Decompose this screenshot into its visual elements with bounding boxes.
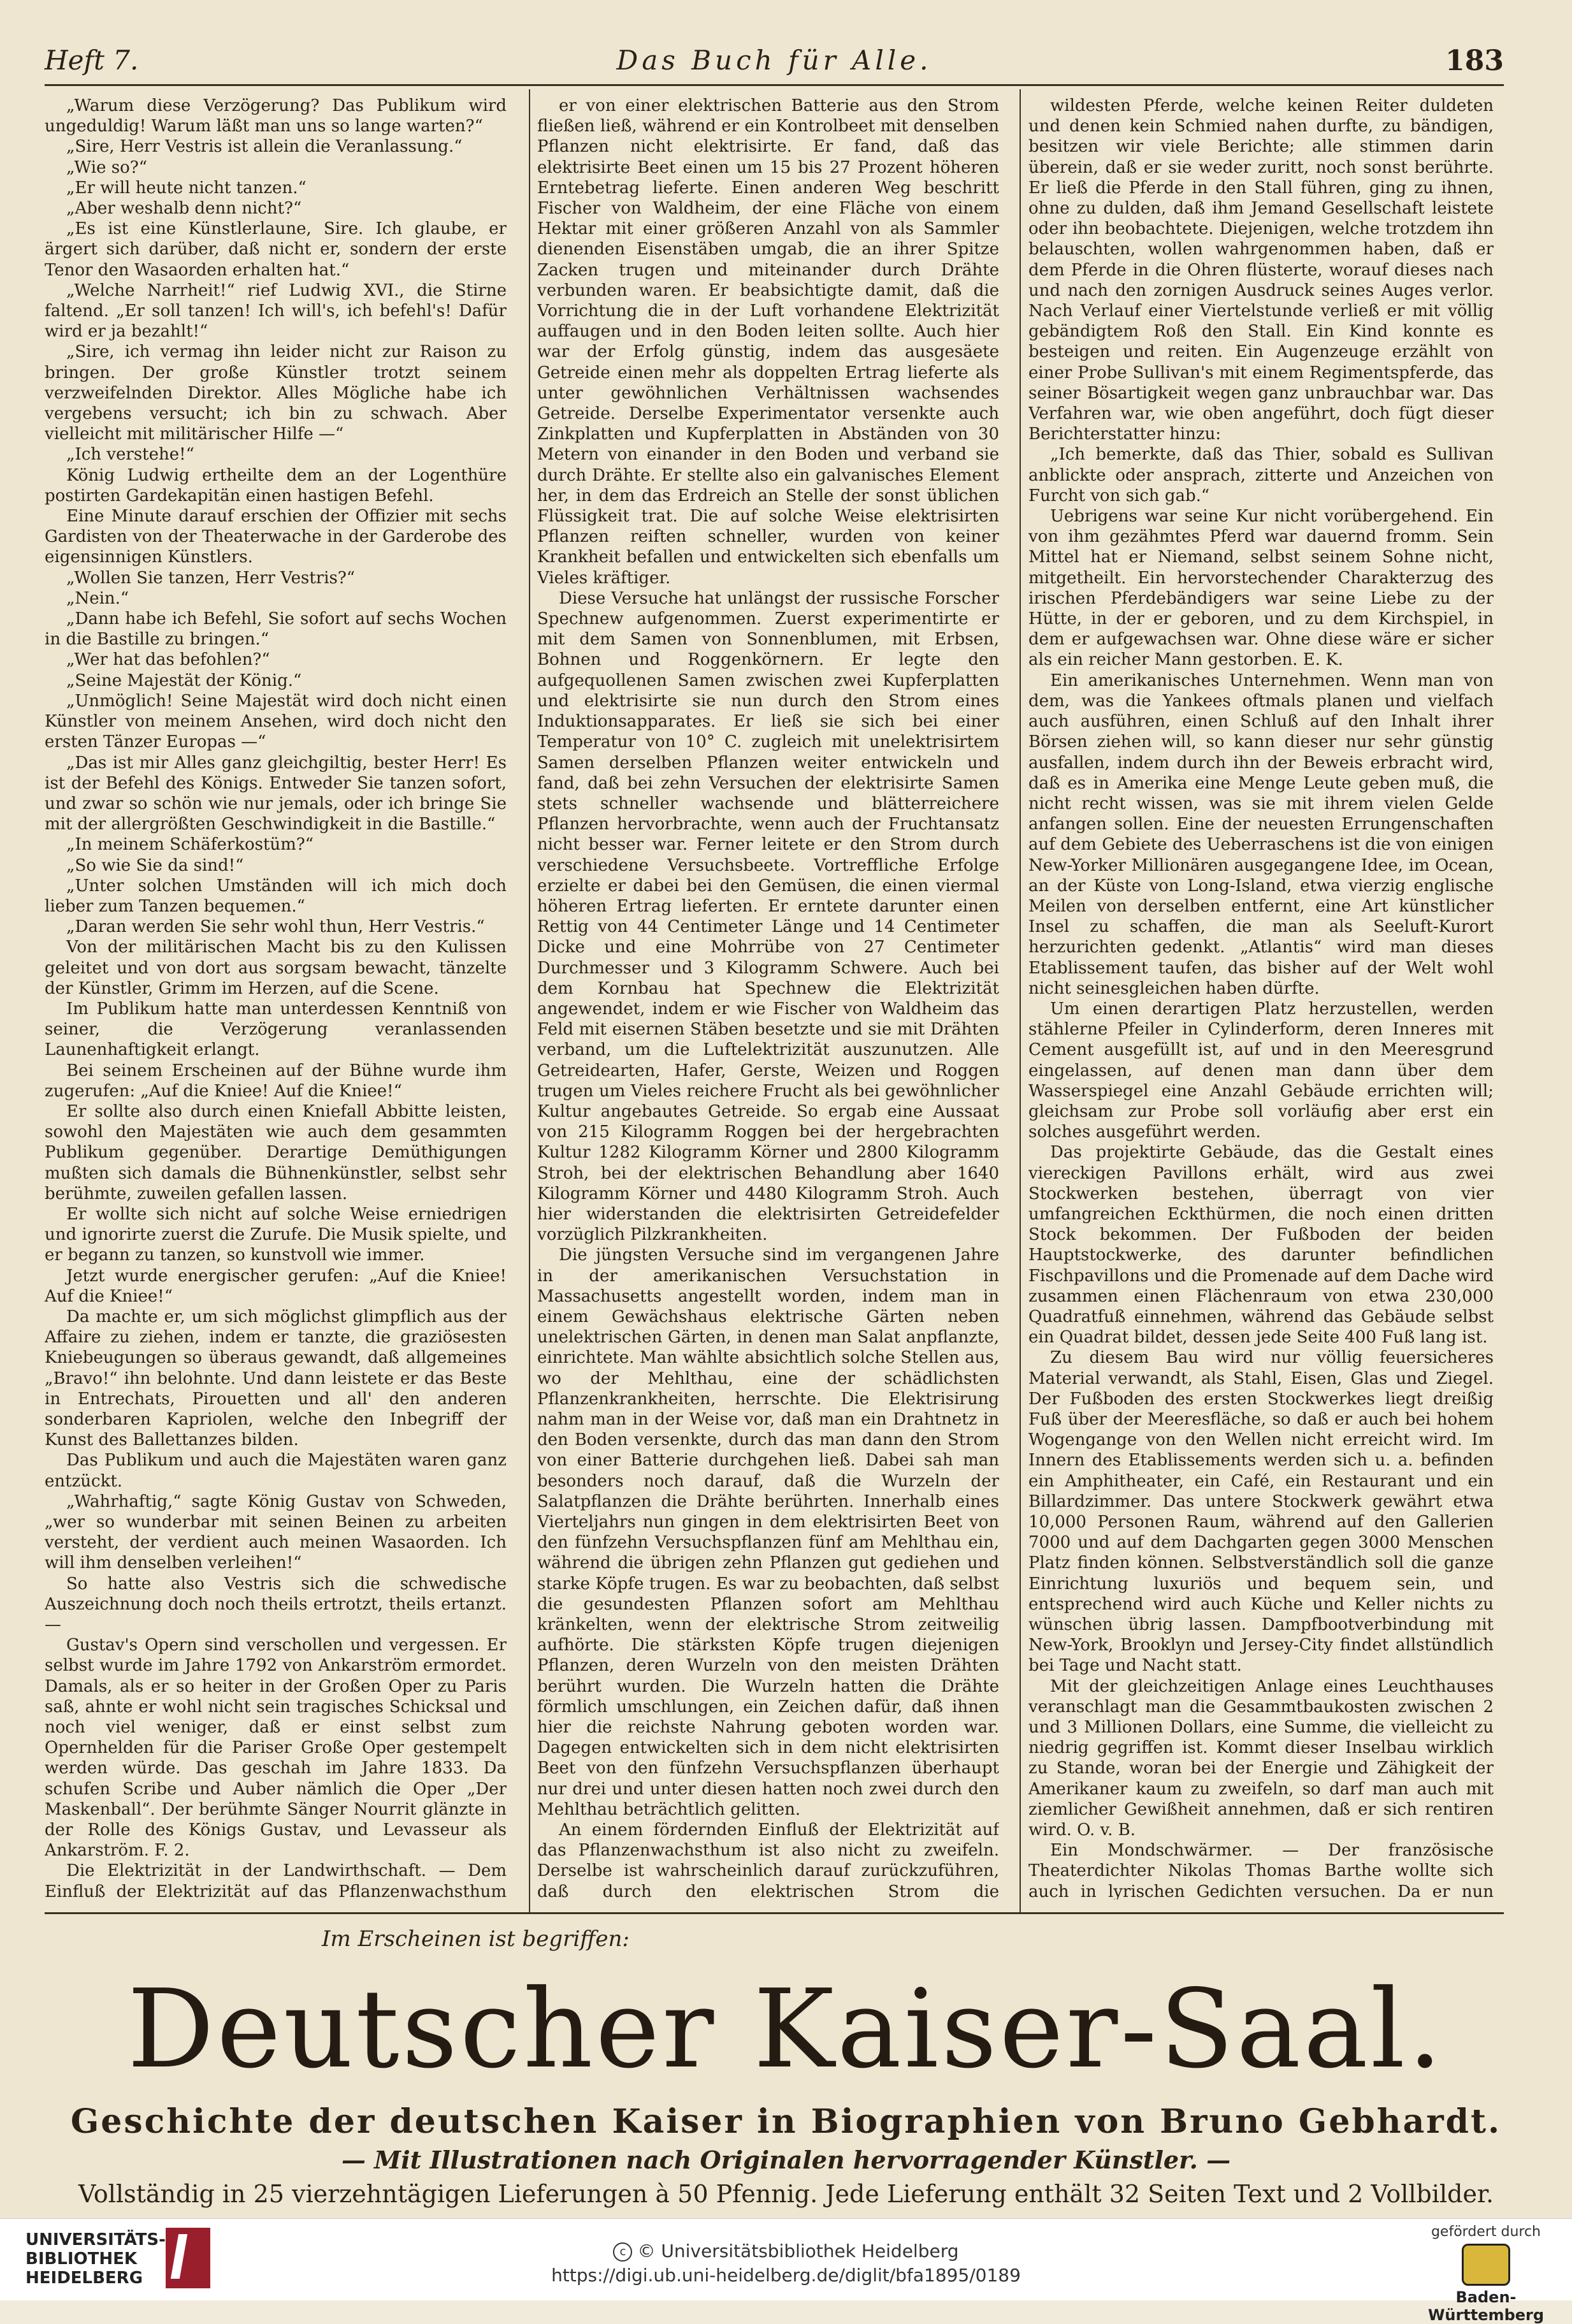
- paragraph: „Ich verstehe!“: [66, 445, 194, 465]
- viewer-footer: [0, 2218, 1572, 2324]
- paragraph: „Wahrhaftig,“ sagte König Gustav von Schweden, „wer so wunderbar mit seinen Beinen zu arbeiten versteht, der verdient auch meinen Wasaorden. Ich will ihm denselben verleihen!“: [45, 1492, 507, 1573]
- paragraph: „Unter solchen Umständen will ich mich doch lieber zum Tanzen bequemen.“: [45, 876, 507, 916]
- paragraph: „Wollen Sie tanzen, Herr Vestris?“: [66, 568, 356, 588]
- paragraph: Um einen derartigen Platz herzustellen, werden stählerne Pfeiler in Cylinderform, deren Inneres mit Cement ausgefüllt ist, auf und in den Meeresgrund eingelassen, auf denen man dann über dem Wasserspiegel eine Anzahl Gebäude errichten will; gleichsam zur Probe soll vorläufig aber erst ein solches ausgeführt werden.: [1028, 999, 1494, 1142]
- copyright-icon: c: [613, 2242, 632, 2262]
- paragraph: „Dann habe ich Befehl, Sie sofort auf sechs Wochen in die Bastille zu bringen.“: [45, 609, 507, 650]
- paragraph: „So wie Sie da sind!“: [66, 855, 244, 875]
- paragraph: „In meinem Schäferkostüm?“: [66, 835, 314, 855]
- paragraph: Die jüngsten Versuche sind im vergangenen Jahre in der amerikanischen Versuchstation in Massachusetts angestellt worden, indem man in einem Gewächshaus elektrische Gärten neben unelektrischen Gärten, in denen man Salat anpflanzte, einrichtete. Man wählte absichtlich solche Stellen aus, wo der Mehlthau, eine der schädlichsten Pflanzenkrankheiten, herrschte. Die Elektrisirung nahm man in der Weise vor, daß man ein Drahtnetz in den Boden versenkte, durch das man dann den Strom von einer Batterie durchgehen ließ. Dabei sah man besonders noch darauf, daß die Wurzeln der Salatpflanzen die Drähte berührten. Innerhalb eines Vierteljahrs nun gingen in dem elektrisirten Beet von den fünfzehn Versuchspflanzen fünf am Mehlthau ein, während die übrigen zehn Pflanzen gut gediehen und starke Köpfe trugen. Es war zu beobachten, daß selbst die gesundesten Pflanzen sofort am Mehlthau kränkelten, wenn der elektrische Strom zeitweilig aufhörte. Die stärksten Köpfe trugen diejenigen Pflanzen, deren Wurzeln von den meisten Drähten berührt wurden. Die Wurzeln hatten die Drähte förmlich umschlungen, ein Zeichen dafür, daß ihnen hier die reichste Nahrung geboten worden war. Dagegen entwickelten sich in dem nicht elektrisirten Beet von den fünfzehn Versuchspflanzen überhaupt nur drei und unter diesen hatten noch zwei durch den Mehlthau beträchtlich gelitten.: [537, 1246, 999, 1819]
- funder-name: Baden-Württemberg: [1427, 2288, 1545, 2324]
- library-name-line: HEIDELBERG: [25, 2269, 143, 2288]
- paragraph: Er sollte also durch einen Kniefall Abbitte leisten, sowohl den Majestäten wie auch dem gesammten Publikum gegenüber. Derartige Demüthigungen mußten sich damals die Bühnenkünstler, selbst sehr berühmte, zuweilen gefallen lassen.: [45, 1101, 507, 1203]
- paragraph: Gustav's Opern sind verschollen und vergessen. Er selbst wurde im Jahre 1792 von Ankarström ermordet. Damals, als er so heiter in der Großen Oper zu Paris saß, ahnte er wohl nicht sein tragisches Schicksal und noch viel weniger, daß er einst selbst zum Opernhelden für die Pariser Große Oper gestempelt werden würde. Das geschah im Jahre 1833. Da schufen Scribe und Auber nämlich die Oper „Der Maskenball“. Der berühmte Sänger Nourrit glänzte in der Rolle des Königs Gustav, und Levasseur als Ankarström. F. 2.: [45, 1636, 507, 1861]
- paragraph: König Ludwig ertheilte dem an der Logenthüre postirten Gardekapitän einen hastigen Befehl.: [45, 465, 507, 505]
- paragraph: „Wie so?“: [66, 157, 148, 177]
- paragraph: Eine Minute darauf erschien der Offizier mit sechs Gardisten von der Theaterwache in der Garderobe des eigensinnigen Künstlers.: [45, 507, 507, 567]
- paragraph: „Nein.“: [66, 588, 129, 608]
- ad-volume: Vollständig in 25 vierzehntägigen Lieferungen à 50 Pfennig. Jede Lieferung enthält 32 Seiten Text und 2 Vollbilder.: [78, 2180, 1494, 2208]
- paragraph: Mit der gleichzeitigen Anlage eines Leuchthauses veranschlagt man die Gesammtbaukosten zwischen 2 und 3 Millionen Dollars, eine Summe, die vielleicht zu niedrig gegriffen ist. Kommt dieser Inselbau wirklich zu Stande, woran bei der Energie und Zähigkeit der Amerikaner kaum zu zweifeln, so darf man auch mit ziemlicher Gewißheit annehmen, daß er sich rentiren wird. O. v. B.: [1028, 1676, 1494, 1840]
- copyright-notice: [0, 2240, 1572, 2262]
- paragraph: Das Publikum und auch die Majestäten waren ganz entzückt.: [45, 1451, 507, 1491]
- paragraph: Ein amerikanisches Unternehmen. Wenn man von dem, was die Yankees oftmals planen und vielfach auch ausführen, einen Schluß auf den Inhalt ihrer Börsen ziehen will, so kann dieser nur sehr günstig ausfallen, indem durch ihn der Beweis erbracht wird, daß es in Amerika eine Menge Leute geben muß, die nicht recht wissen, was sie mit ihrem vielen Gelde anfangen sollen. Eine der neuesten Errungenschaften auf dem Gebiete des Ueberraschens ist die von einigen New-Yorker Millionären ausgegangene Idee, im Ocean, an der Küste von Long-Island, etwa vierzig englische Meilen von derselben entfernt, eine Art künstlicher Insel zu schaffen, die man als Seeluft-Kurort herzurichten gedenkt. „Atlantis“ wird man dieses Etablissement taufen, das bisher auf der Welt wohl nicht seinesgleichen haben dürfte.: [1028, 671, 1494, 998]
- funder-badge[interactable]: [1425, 2224, 1547, 2324]
- issue-label: Heft 7.: [45, 45, 139, 76]
- page-number: 183: [1445, 45, 1504, 77]
- ad-title: Deutscher Kaiser-Saal.: [127, 1966, 1445, 2093]
- paragraph: Im Publikum hatte man unterdessen Kenntniß von seiner, die Verzögerung veranlassenden Launenhaftigkeit erlangt.: [45, 999, 507, 1060]
- ad-intro: Im Erscheinen ist begriffen:: [322, 1926, 630, 1952]
- paragraph: „Sire, ich vermag ihn leider nicht zur Raison zu bringen. Der große Künstler trotzt seinem verzweifelnden Direktor. Alles Mögliche habe ich vergebens versucht; ich bin zu schwach. Aber vielleicht mit militärischer Hilfe —“: [45, 342, 507, 444]
- paragraph: „Unmöglich! Seine Majestät wird doch nicht einen Künstler von meinem Ansehen, wird doch nicht den ersten Tänzer Europas —“: [45, 691, 507, 752]
- copyright-text: © Universitätsbibliothek Heidelberg: [637, 2240, 959, 2262]
- paragraph: Diese Versuche hat unlängst der russische Forscher Spechnew aufgenommen. Zuerst experimentirte er mit dem Samen von Sonnenblumen, mit Erbsen, Bohnen und Roggenkörnern. Er legte den aufgequollenen Samen zwischen zwei Kupferplatten und elektrisirte sie nun durch den Strom eines Induktionsapparates. Er ließ sie sich bei einer Temperatur von 10° C. zugleich mit unelektrisirtem Samen derselben Pflanzen weiter entwickeln und fand, daß bei zehn Versuchen der elektrisirte Samen stets schneller wachsende und blätterreichere Pflanzen hervorbrachte, wenn auch der Fruchtansatz nicht besser war. Ferner leitete er den Strom durch verschiedene Versuchsbeete. Vortreffliche Erfolge erzielte er dabei bei den Gemüsen, die einen viermal höheren Ertrag lieferten. Er erntete darunter einen Rettig von 44 Centimeter Länge und 14 Centimeter Dicke und eine Mohrrübe von 27 Centimeter Durchmesser und 3 Kilogramm Schwere. Auch bei dem Kornbau hat Spechnew die Elektrizität angewendet, indem er wie Fischer von Waldheim das Feld mit eisernen Stäben besetzte und sie mit Drähten verband, um die Luftelektrizität auszunutzen. Alle Getreidearten, Hafer, Gerste, Weizen und Roggen trugen um Vieles reichere Frucht als bei gewöhnlicher Kultur angebautes Getreide. So ergab eine Aussaat von 215 Kilogramm Roggen bei der hergebrachten Kultur 1282 Kilogramm Körner und 2800 Kilogramm Stroh, bei der elektrischen Behandlung aber 1640 Kilogramm Körner und 4480 Kilogramm Stroh. Auch hier widerstanden die elektrisirten Getreidefelder vorzüglich Pilzkrankheiten.: [537, 588, 999, 1245]
- paragraph: „Das ist mir Alles ganz gleichgiltig, bester Herr! Es ist der Befehl des Königs. Entweder Sie tanzen sofort, und zwar so schön wie nur jemals, oder ich bringe Sie mit der allergrößten Geschwindigkeit in die Bastille.“: [45, 753, 507, 834]
- column-2: [537, 96, 999, 1899]
- column-3: [1028, 96, 1494, 1899]
- paragraph: wildesten Pferde, welche keinen Reiter duldeten und denen kein Schmied nahen durfte, zu bändigen, besitzen wir viele Berichte; alle stimmen darin überein, daß er sie weder zuritt, noch sonst berührte. Er ließ die Pferde in den Stall führen, ging zu ihnen, ohne zu dulden, daß ihm Jemand Gesellschaft leistete oder ihn beobachtete. Diejenigen, welche trotzdem ihn belauschten, wollen wahrgenommen haben, daß er dem Pferde in die Ohren flüsterte, worauf dieses nach und nach den zornigen Ausdruck seines Auges verlor. Nach Verlauf einer Viertelstunde verließ er mit völlig gebändigtem Roß den Stall. Ein Kind konnte es besteigen und reiten. Ein Augenzeuge erzählt von einer Probe Sullivan's mit einem Regimentspferde, das seiner Bösartigkeit wegen ganz unbrauchbar war. Das Verfahren war, wie oben angeführt, doch fügt dieser Berichterstatter hinzu:: [1028, 96, 1494, 444]
- paragraph: „Daran werden Sie sehr wohl thun, Herr Vestris.“: [66, 917, 485, 937]
- ad-illustrations: — Mit Illustrationen nach Originalen hervorragender Künstler. —: [341, 2146, 1231, 2174]
- paragraph: „Warum diese Verzögerung? Das Publikum wird ungeduldig! Warum läßt man uns so lange warten?“: [45, 96, 507, 136]
- paragraph: So hatte also Vestris sich die schwedische Auszeichnung doch noch theils ertrotzt, theils ertanzt. —: [45, 1574, 507, 1635]
- state-coat-of-arms-icon: [1462, 2244, 1510, 2286]
- paragraph: Von der militärischen Macht bis zu den Kulissen geleitet und von dort aus sorgsam bewacht, tänzelte der Künstler, Grimm im Herzen, auf die Scene.: [45, 938, 507, 998]
- library-name-line: BIBLIOTHEK: [25, 2249, 138, 2269]
- permalink[interactable]: https://digi.ub.uni-heidelberg.de/diglit/bfa1895/0189: [551, 2265, 1021, 2286]
- column-divider: [529, 89, 530, 1912]
- paragraph: „Sire, Herr Vestris ist allein die Veranlassung.“: [66, 137, 463, 157]
- paragraph: Die Elektrizität in der Landwirthschaft. — Dem Einfluß der Elektrizität auf das Pflanzenwachsthum: [45, 1861, 507, 1899]
- paragraph: Bei seinem Erscheinen auf der Bühne wurde ihm zugerufen: „Auf die Kniee! Auf die Kniee!“: [45, 1061, 507, 1101]
- paragraph: er von einer elektrischen Batterie aus den Strom fließen ließ, während er ein Kontrolbeet mit denselben Pflanzen nicht elektrisirte. Er fand, daß das elektrisirte Beet einen um 15 bis 27 Prozent höheren Erntebetrag lieferte. Einen anderen Weg beschritt Fischer von Waldheim, der eine Fläche von einem Hektar mit einer größeren Anzahl von als Sammler dienenden Eisenstäben umgab, die an ihrer Spitze Zacken trugen und miteinander durch Drähte verbunden waren. Er beabsichtigte damit, daß die Vorrichtung die in der Luft vorhandene Elektrizität auffaugen und in den Boden leiten sollte. Auch hier war der Erfolg günstig, indem das ausgesäete Getreide einen mehr als doppelten Ertrag lieferte als unter gewöhnlichen Verhältnissen wachsendes Getreide. Derselbe Experimentator versenkte auch Zinkplatten und Kupferplatten in Abständen von 30 Metern von einander in den Boden und verband sie durch Drähte. Er stellte also ein galvanisches Element her, in dem das Erdreich an Stelle der sonst üblichen Flüssigkeit trat. Die auf solche Weise elektrisirten Pflanzen reiften schneller, wurden von keiner Krankheit befallen und entwickelten sich ebenfalls um Vieles kräftiger.: [537, 96, 999, 588]
- paragraph: „Ich bemerkte, daß das Thier, sobald es Sullivan anblickte oder ansprach, zitterte und Anzeichen von Furcht von sich gab.“: [1028, 445, 1494, 505]
- paragraph: „Wer hat das befohlen?“: [66, 650, 270, 670]
- paragraph: Zu diesem Bau wird nur völlig feuersicheres Material verwandt, als Stahl, Eisen, Glas und Ziegel. Der Fußboden des ersten Stockwerkes liegt dreißig Fuß über der Meeresfläche, so daß er auch bei hohem Wogengange von den Wellen nicht erreicht wird. Im Innern des Etablissements werden sich u. a. befinden ein Amphitheater, ein Café, ein Restaurant und ein Billardzimmer. Das untere Stockwerk gewährt etwa 10,000 Personen Raum, während auf den Gallerien 7000 und auf dem Dachgarten gegen 3000 Menschen Platz finden können. Selbstverständlich soll die ganze Einrichtung luxuriös und bequem sein, und entsprechend wird auch Küche und Keller nichts zu wünschen übrig lassen. Dampfbootverbindung mit New-York, Brooklyn und Jersey-City findet allstündlich bei Tage und Nacht statt.: [1028, 1348, 1494, 1676]
- paragraph: Das projektirte Gebäude, das die Gestalt eines viereckigen Pavillons erhält, wird aus zwei Stockwerken bestehen, überragt von vier umfangreichen Eckthürmen, die noch einen dritten Stock bekommen. Der Fußboden der beiden Hauptstockwerke, des darunter befindlichen Fischpavillons und die Promenade auf dem Dache wird zusammen einen Flächenraum von etwa 230,000 Quadratfuß einnehmen, während das Gebäude selbst ein Quadrat bildet, dessen jede Seite 400 Fuß lang ist.: [1028, 1143, 1494, 1347]
- column-divider: [1020, 89, 1021, 1912]
- paragraph: Jetzt wurde energischer gerufen: „Auf die Kniee! Auf die Kniee!“: [45, 1266, 507, 1306]
- page-header: [45, 45, 1504, 83]
- paragraph: Uebrigens war seine Kur nicht vorübergehend. Ein von ihm gezähmtes Pferd war dauernd fromm. Sein Mittel hat er Niemand, selbst seinem Sohne nicht, mitgetheilt. Ein hervorstechender Charakterzug des irischen Pferdebändigers war seine Liebe zu der Hütte, in der er geboren, und zu dem Kirchspiel, in dem er aufgewachsen war. Ohne diese wäre er sicher als ein reicher Mann gestorben. E. K.: [1028, 507, 1494, 670]
- paragraph: „Er will heute nicht tanzen.“: [66, 178, 306, 198]
- paragraph: „Aber weshalb denn nicht?“: [66, 199, 302, 219]
- ad-top-rule: [45, 1912, 1504, 1914]
- paragraph: An einem fördernden Einfluß der Elektrizität auf das Pflanzenwachsthum ist also nicht zu zweifeln. Derselbe ist wahrscheinlich darauf zurückzuführen, daß durch den elektrischen Strom die: [537, 1820, 999, 1899]
- paragraph: „Welche Narrheit!“ rief Ludwig XVI., die Stirne faltend. „Er soll tanzen! Ich will's, ich befehl's! Dafür wird er ja bezahlt!“: [45, 280, 507, 342]
- ad-subtitle: Geschichte der deutschen Kaiser in Biographien von Bruno Gebhardt.: [70, 2102, 1502, 2141]
- column-1: [45, 96, 507, 1899]
- library-name-line: UNIVERSITÄTS-: [25, 2230, 166, 2249]
- header-rule: [45, 84, 1504, 86]
- paragraph: Ein Mondschwärmer. — Der französische Theaterdichter Nikolas Thomas Barthe wollte sich auch in lyrischen Gedichten versuchen. Da er nun: [1028, 1841, 1494, 1899]
- paragraph: Da machte er, um sich möglichst glimpflich aus der Affaire zu ziehen, indem er tanzte, die graziösesten Kniebeugungen so überaus gewandt, daß allgemeines „Bravo!“ ihn belohnte. Und dann leistete er das Beste in Entrechats, Pirouetten und all' den anderen sonderbaren Kapriolen, welche den Inbegriff der Kunst des Ballettanzes bilden.: [45, 1307, 507, 1450]
- journal-title: Das Buch für Alle.: [616, 45, 932, 76]
- paragraph: „Seine Majestät der König.“: [66, 671, 302, 690]
- funded-by-label: gefördert durch: [1431, 2224, 1541, 2240]
- paragraph: „Es ist eine Künstlerlaune, Sire. Ich glaube, er ärgert sich darüber, daß nicht er, sondern der erste Tenor den Wasaorden erhalten hat.“: [45, 219, 507, 280]
- paragraph: Er wollte sich nicht auf solche Weise erniedrigen und ignorirte zuerst die Zurufe. Die Musik spielte, und er begann zu tanzen, so kunstvoll wie immer.: [45, 1204, 507, 1265]
